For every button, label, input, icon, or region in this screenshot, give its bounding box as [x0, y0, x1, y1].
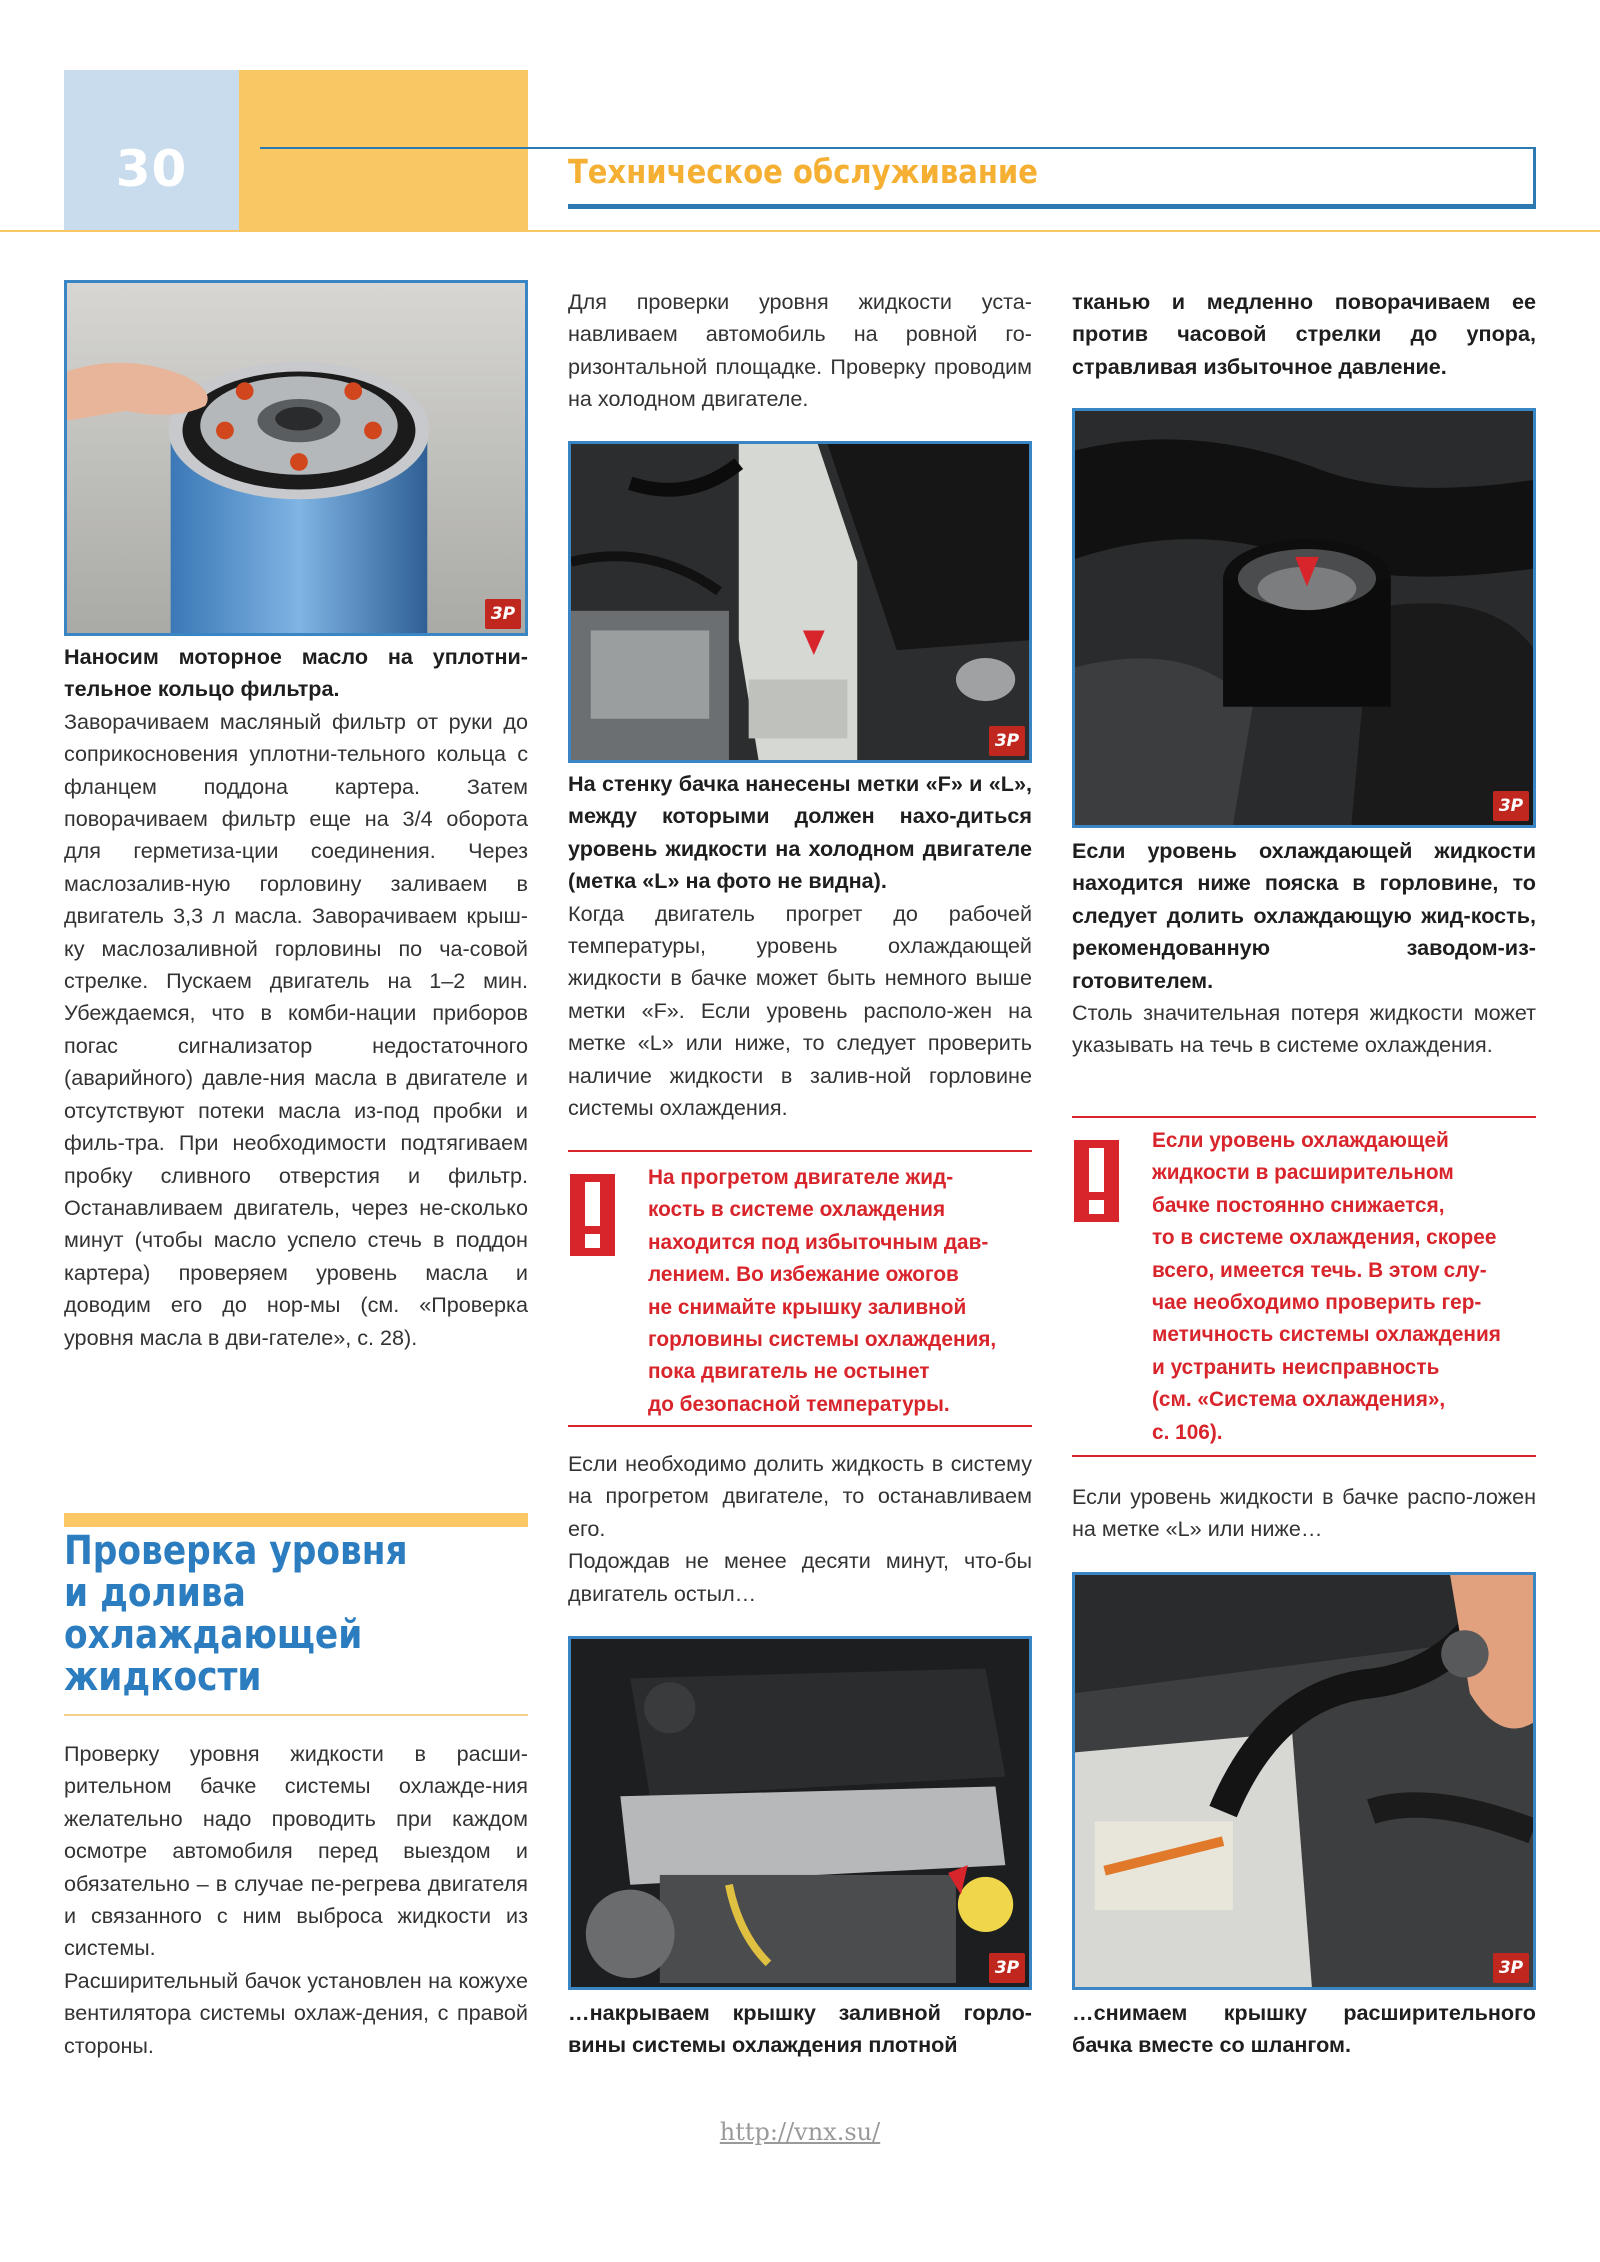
section-heading-line: охлаждающей: [64, 1612, 363, 1658]
header-rule-bottom: [568, 204, 1536, 209]
warning-hot-engine: [568, 1150, 1032, 1427]
col2-intro-text: Для проверки уровня жидкости уста-навливаем автомобиль на ровной го-ризонтальной площадке. Проверку проводим на холодном двигателе.: [568, 289, 1032, 412]
warning-leak: [1072, 1116, 1536, 1457]
photo-coolant-tank: [568, 441, 1032, 763]
publisher-badge: 3P: [989, 1953, 1025, 1983]
section-heading: [64, 1530, 408, 1698]
warning-line: с. 106).: [1152, 1420, 1223, 1444]
warning-line: и устранить неисправность: [1152, 1355, 1440, 1379]
col2-body-1: Когда двигатель прогрет до рабочей температуры, уровень охлаждающей жидкости в бачке может быть немного выше метки «F». Если уровень располо-жен на метке «L» или ниже, то следует проверить наличие жидкости в залив-ной горловине системы охлаждения.: [568, 900, 1032, 1121]
header-rule-top: [260, 147, 1536, 149]
photo-filler-neck: [1072, 408, 1536, 828]
col3-text-top: [1072, 286, 1536, 383]
page-number: 30: [115, 140, 188, 198]
col3-text-1: [1072, 835, 1536, 1062]
warning-line: метичность системы охлаждения: [1152, 1323, 1501, 1347]
exclamation-glyph: [1074, 1140, 1119, 1222]
publisher-badge: 3P: [1493, 1953, 1529, 1983]
warning-line: пока двигатель не остынет: [648, 1360, 930, 1384]
col2-body-3: Подождав не менее десяти минут, что-бы двигатель остыл…: [568, 1548, 1032, 1606]
section-heading-line: Проверка уровня: [64, 1528, 408, 1574]
exclamation-icon: [570, 1174, 615, 1256]
warning-line: лением. Во избежание ожогов: [648, 1263, 959, 1287]
warning-line: (см. «Система охлаждения»,: [1152, 1388, 1446, 1412]
oil-filter-illustration: [67, 283, 525, 633]
section-title: Техническое обслуживание: [568, 152, 1038, 191]
col2-body-2: Если необходимо долить жидкость в систему на прогретом двигателе, то останавливаем его.: [568, 1451, 1032, 1541]
col2-intro: [568, 286, 1032, 416]
warning-line: всего, имеется течь. В этом слу-: [1152, 1258, 1487, 1282]
warning-line: не снимайте крышку заливной: [648, 1295, 967, 1319]
section-heading-line: и долива: [64, 1570, 246, 1616]
warning-text: [1152, 1125, 1536, 1449]
publisher-badge: 3P: [1493, 791, 1529, 821]
exclamation-glyph: [570, 1174, 615, 1256]
col1-intro-1: Проверку уровня жидкости в расши-рительном бачке системы охлажде-ния желательно надо проводить при каждом осмотре автомобиля перед выездом и обязательно – в случае пе-регрева двигателя и связанного с ним выброса жидкости из системы.: [64, 1741, 528, 1961]
tank-cap-illustration: [1075, 1575, 1533, 1987]
photo-engine-bay: [568, 1636, 1032, 1990]
col1-intro-2: Расширительный бачок установлен на кожухе вентилятора системы охлаж-дения, с правой стороны.: [64, 1967, 528, 2058]
warning-line: горловины системы охлаждения,: [648, 1328, 997, 1352]
warning-line: то в системе охлаждения, скорее: [1152, 1226, 1497, 1250]
col2-text-1: [568, 768, 1032, 1124]
header-divider: [0, 230, 1600, 232]
col3-text-2: [1072, 1481, 1536, 1546]
coolant-tank-illustration: [571, 444, 1029, 760]
col2-caption-2: …накрываем крышку заливной горло-вины системы охлаждения плотной: [568, 2000, 1032, 2058]
section-heading-line: жидкости: [64, 1654, 262, 1700]
warning-line: Если уровень охлаждающей: [1152, 1129, 1449, 1152]
col2-text-3: [568, 1997, 1032, 2062]
warning-line: находится под избыточным дав-: [648, 1230, 989, 1254]
warning-line: кость в системе охлаждения: [648, 1198, 946, 1222]
engine-bay-illustration: [571, 1639, 1029, 1987]
warning-line: На прогретом двигателе жид-: [648, 1166, 954, 1189]
exclamation-icon: [1074, 1140, 1119, 1222]
col1-body: Заворачиваем масляный фильтр от руки до соприкосновения уплотни-тельного кольца с фланцем поддона картера. Затем поворачиваем фильтр еще на 3/4 оборота для герметиза-ции соединения. Через маслозалив-ную горловину заливаем в двигатель 3,3 л масла. Заворачиваем крыш-ку маслозаливной горловины по ча-совой стрелке. Пускаем двигатель на 1–2 мин. Убеждаемся, что в комби-нации приборов погас сигнализатор недостаточного (аварийного) давле-ния масла в двигателе и отсутствуют потеки масла из-под пробки и филь-тра. При необходимости подтягиваем пробку сливного отверстия и фильтр. Останавливаем двигатель, через не-сколько минут (чтобы масло успело стечь в поддон картера) проверяем уровень масла и доводим его до нор-мы (см. «Проверка уровня масла в дви-гателе», с. 28).: [64, 708, 528, 1350]
col1-text: [64, 641, 528, 1354]
heading-bar: [64, 1513, 528, 1527]
photo-oil-filter: [64, 280, 528, 636]
photo-tank-cap-removal: [1072, 1572, 1536, 1990]
col2-text-2: [568, 1448, 1032, 1610]
col3-text-3: [1072, 1997, 1536, 2062]
warning-line: чае необходимо проверить гер-: [1152, 1291, 1482, 1315]
warning-text: [648, 1162, 1032, 1421]
col3-caption-3: …снимаем крышку расширительного бачка вместе со шлангом.: [1072, 2000, 1536, 2058]
filler-neck-illustration: [1075, 411, 1533, 825]
header-yellow-block: [239, 70, 528, 230]
col3-caption-2: Если уровень охлаждающей жидкости находится ниже пояска в горловине, то следует долить охлаждающую жид-кость, рекомендованную заводом-из-готовителем.: [1072, 838, 1536, 993]
col3-body-2: Если уровень жидкости в бачке распо-ложен на метке «L» или ниже…: [1072, 1484, 1536, 1542]
col2-caption-1: На стенку бачка нанесены метки «F» и «L», между которыми должен нахо-диться уровень жидкости на холодном двигателе (метка «L» на фото не видна).: [568, 771, 1032, 894]
col1-caption: Наносим моторное масло на уплотни-тельное кольцо фильтра.: [64, 644, 528, 702]
header-rule-right: [1533, 147, 1536, 209]
warning-line: жидкости в расширительном: [1152, 1161, 1454, 1185]
heading-rule: [64, 1714, 528, 1716]
publisher-badge: 3P: [989, 726, 1025, 756]
warning-line: бачке постоянно снижается,: [1152, 1193, 1445, 1217]
publisher-badge: 3P: [485, 599, 521, 629]
col1-intro: [64, 1738, 528, 2062]
col3-body-1: Столь значительная потеря жидкости может указывать на течь в системе охлаждения.: [1072, 1000, 1536, 1058]
warning-line: до безопасной температуры.: [648, 1392, 950, 1416]
footer-url[interactable]: http://vnx.su/: [719, 2118, 881, 2146]
col3-caption-1: тканью и медленно поворачиваем ее против часовой стрелки до упора, стравливая избыточное давление.: [1072, 289, 1536, 379]
